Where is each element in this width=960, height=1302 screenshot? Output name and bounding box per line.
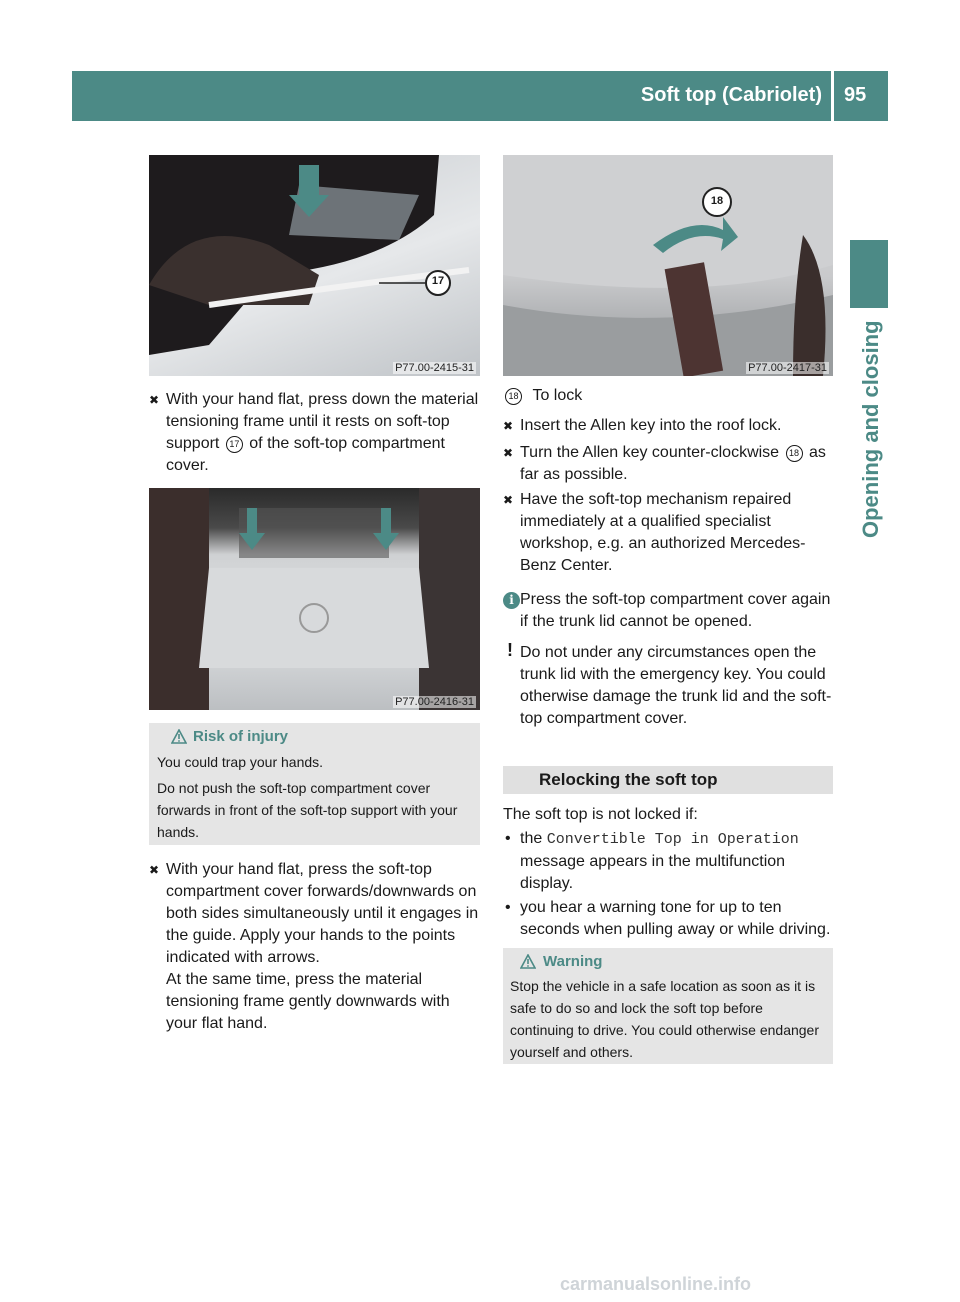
soft-top-frame-illustration: [149, 155, 480, 376]
risk-text-1: You could trap your hands.: [157, 754, 324, 770]
rear-view-illustration: [149, 488, 480, 710]
step-arrow-icon: ✖: [149, 393, 160, 407]
warning-title: Warning: [543, 953, 603, 970]
step-text: With your hand flat, press the soft-top compartment cover forwards/downwards on both sides simultaneously until it engages in the guide. Apply your hands to the points indicated with arrows.: [166, 861, 479, 966]
step-text: With your hand flat, press down the material tensioning frame until it rests on soft-top support: [166, 391, 479, 452]
step-press-frame: [149, 389, 481, 477]
step-text: Turn the Allen key counter-clockwise: [520, 444, 780, 461]
info-icon: i: [503, 592, 520, 609]
warning-triangle-icon: [171, 729, 187, 744]
risk-text-2: Do not push the soft-top compartment cover forwards in front of the soft-top support with your hands.: [157, 780, 458, 840]
step-text: Have the soft-top mechanism repaired immediately at a qualified specialist workshop, e.g. an authorized Mercedes-Benz Center.: [520, 491, 806, 574]
figure-rear-view: [149, 488, 480, 710]
warning-box: [503, 948, 833, 1064]
figure-roof-lock: [503, 155, 833, 376]
figure-code: P77.00-2416-31: [395, 696, 474, 708]
figure-code: P77.00-2417-31: [748, 362, 827, 374]
warning-text: Stop the vehicle in a safe location as soon as it is safe to do so and lock the soft top before continuing to drive. You could otherwise endanger yourself and others.: [510, 978, 819, 1060]
figure-callout: 18: [710, 195, 724, 207]
step-arrow-icon: ✖: [149, 863, 160, 877]
watermark: carmanualsonline.info: [560, 1274, 752, 1294]
chapter-label: Opening and closing: [858, 320, 883, 538]
step-repair: [503, 489, 833, 577]
figure-callout: 17: [431, 275, 445, 287]
caution-icon: !: [507, 640, 513, 660]
step-text-continued: At the same time, press the material tensioning frame gently downwards with your flat hand.: [166, 971, 450, 1032]
step-press-cover: [149, 859, 481, 1035]
figure-soft-top-frame: [149, 155, 480, 376]
step-arrow-icon: ✖: [503, 446, 514, 460]
chapter-tab: [850, 240, 888, 308]
risk-title: Risk of injury: [193, 728, 289, 745]
callout-marker: 17: [226, 436, 243, 453]
header-divider: [831, 71, 834, 121]
step-text: as far as possible.: [520, 444, 826, 483]
bullet-text: you hear a warning tone for up to ten seconds when pulling away or while driving.: [520, 899, 831, 938]
figure-code: P77.00-2415-31: [395, 362, 474, 374]
step-text: of the soft-top compartment cover.: [166, 435, 445, 474]
bullet-text: the: [520, 830, 543, 847]
step-text: Insert the Allen key into the roof lock.: [520, 417, 782, 434]
page-number: 95: [844, 84, 867, 106]
roof-lock-illustration: [503, 155, 833, 376]
step-arrow-icon: ✖: [503, 419, 514, 433]
step-turn-key: [503, 442, 833, 486]
legend-text: To lock: [532, 387, 583, 404]
section-heading-bar: [503, 766, 833, 794]
bullet-warning-tone: • you hear a warning tone for up to ten seconds when pulling away or while driving.: [505, 899, 831, 938]
step-arrow-icon: ✖: [503, 493, 514, 507]
step-insert-key: [503, 415, 833, 437]
caution-note: Do not under any circumstances open the trunk lid with the emergency key. You could otherwise damage the trunk lid and the soft-top compartment cover.: [520, 644, 832, 727]
risk-box: [149, 723, 480, 845]
warning-triangle-icon: [520, 954, 536, 969]
bullet-text: message appears in the multifunction display.: [520, 853, 786, 892]
display-message: Convertible Top in Operation: [546, 831, 799, 848]
callout-marker: 18: [786, 445, 803, 462]
callout-marker: 18: [505, 388, 522, 405]
legend-to-lock: [503, 385, 833, 407]
page-section-title: Soft top (Cabriolet): [640, 84, 822, 106]
info-note: Press the soft-top compartment cover again if the trunk lid cannot be opened.: [520, 591, 831, 630]
section-intro: The soft top is not locked if:: [503, 806, 698, 823]
section-heading: Relocking the soft top: [539, 770, 718, 789]
bullet-convertible-message: • the Convertible Top in Operation message appears in the multifunction display.: [505, 830, 799, 892]
